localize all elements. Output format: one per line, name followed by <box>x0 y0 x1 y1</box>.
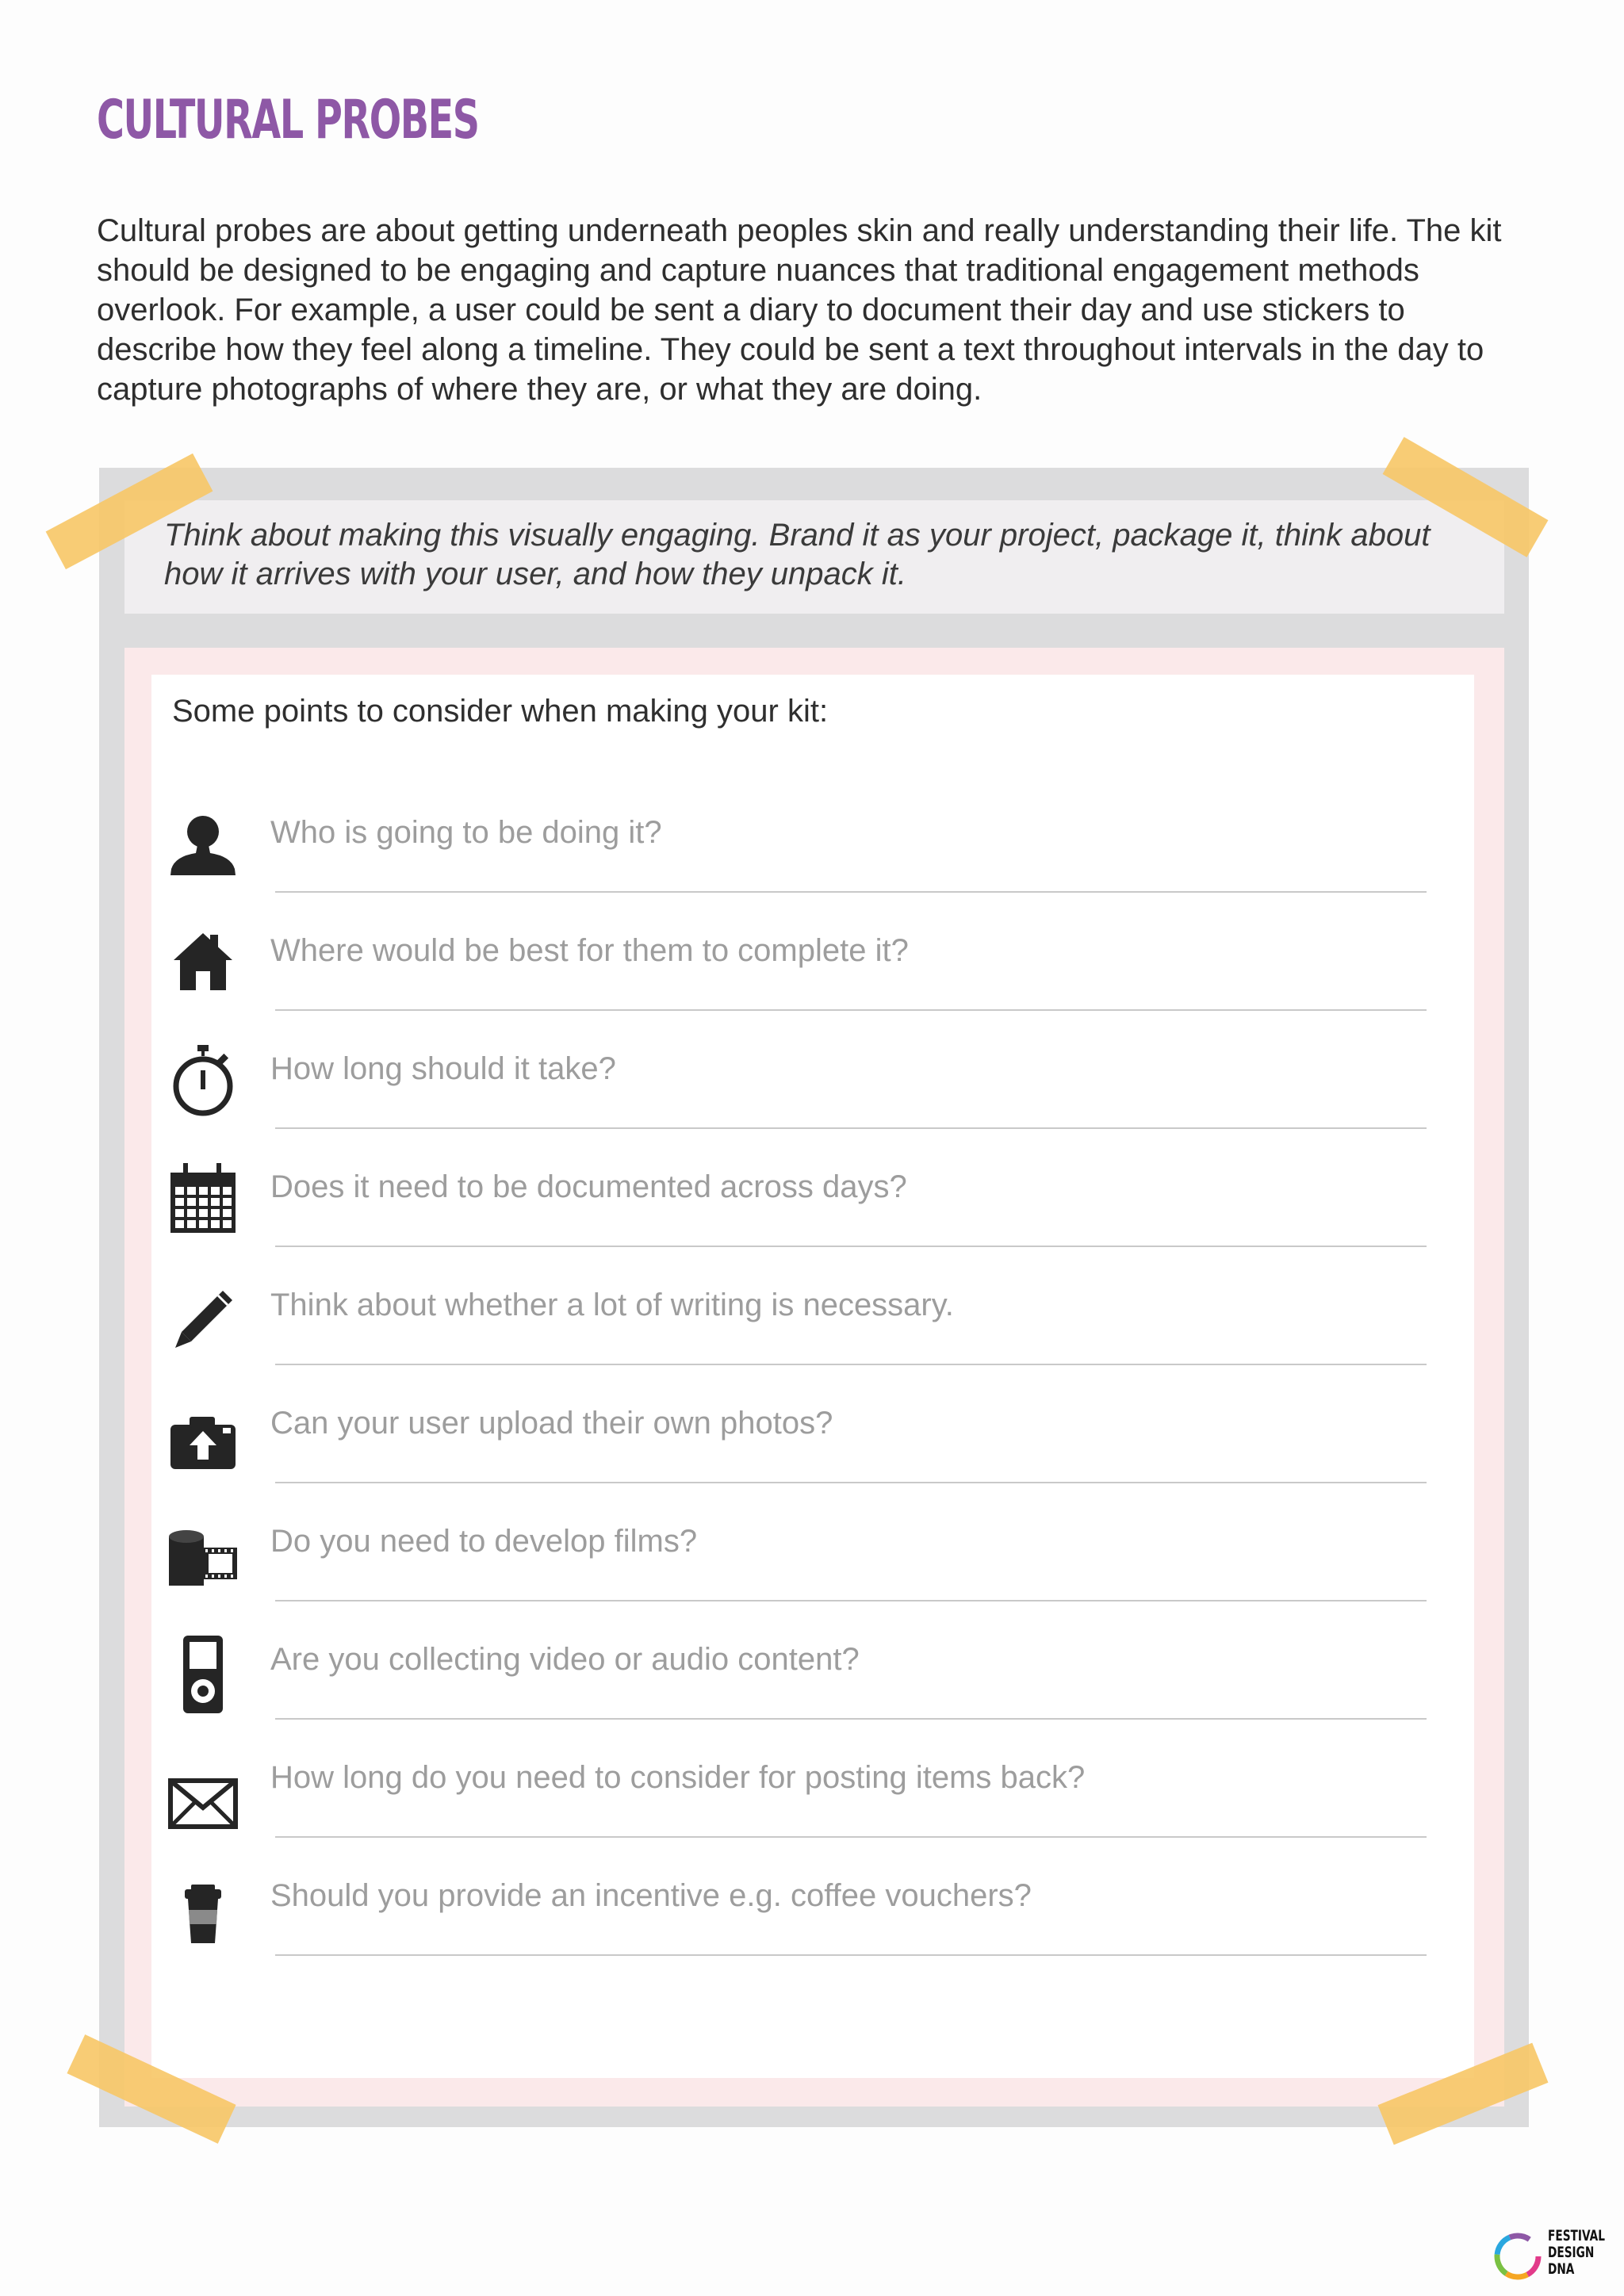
logo-text-line-3: DNA <box>1548 2260 1575 2278</box>
checklist-item-text: Are you collecting video or audio content? <box>270 1642 860 1677</box>
answer-line[interactable] <box>275 1600 1427 1601</box>
tip-note-line-1: Think about making this visually engaging. Brand it as your project, package it, think about <box>164 518 1431 553</box>
film-roll-icon <box>167 1513 239 1600</box>
logo-ring-icon <box>1491 2226 1546 2283</box>
checklist-heading: Some points to consider when making your kit: <box>172 694 829 729</box>
checklist-item-text: Who is going to be doing it? <box>270 815 662 850</box>
checklist-item <box>151 1395 1474 1513</box>
festival-design-dna-logo <box>1491 2226 1605 2283</box>
answer-line[interactable] <box>275 1246 1427 1247</box>
pencil-icon <box>167 1276 239 1364</box>
answer-line[interactable] <box>275 1482 1427 1483</box>
answer-line[interactable] <box>275 1718 1427 1720</box>
media-player-icon <box>167 1631 239 1718</box>
answer-line[interactable] <box>275 891 1427 893</box>
checklist-item <box>151 1158 1474 1276</box>
calendar-icon <box>167 1158 239 1246</box>
checklist-item <box>151 1867 1474 1985</box>
checklist-item-text: Do you need to develop films? <box>270 1524 698 1559</box>
checklist-item-text: How long should it take? <box>270 1051 616 1086</box>
answer-line[interactable] <box>275 1836 1427 1838</box>
checklist-item-text: Should you provide an incentive e.g. coffee vouchers? <box>270 1878 1032 1913</box>
checklist-item <box>151 1513 1474 1631</box>
camera-upload-icon <box>167 1395 239 1482</box>
checklist-item-text: How long do you need to consider for posting items back? <box>270 1760 1086 1795</box>
answer-line[interactable] <box>275 1009 1427 1011</box>
tip-note <box>124 500 1504 614</box>
checklist-item <box>151 1276 1474 1395</box>
page-title: CULTURAL PROBES <box>97 89 479 151</box>
checklist-item <box>151 804 1474 922</box>
logo-text <box>1548 2228 1605 2278</box>
answer-line[interactable] <box>275 1127 1427 1129</box>
person-icon <box>167 804 239 891</box>
checklist-card <box>151 675 1474 2078</box>
checklist-item-text: Think about whether a lot of writing is necessary. <box>270 1288 954 1322</box>
checklist-item <box>151 922 1474 1040</box>
logo-text-line-1: FESTIVAL <box>1548 2227 1605 2244</box>
checklist-item-text: Does it need to be documented across days? <box>270 1169 907 1204</box>
tip-note-line-2: how it arrives with your user, and how they unpack it. <box>164 557 907 591</box>
logo-text-line-2: DESIGN <box>1548 2244 1595 2261</box>
answer-line[interactable] <box>275 1954 1427 1956</box>
checklist-item <box>151 1749 1474 1867</box>
envelope-icon <box>167 1749 239 1836</box>
checklist-item <box>151 1040 1474 1158</box>
checklist-item-text: Where would be best for them to complete it? <box>270 933 909 968</box>
coffee-cup-icon <box>167 1867 239 1954</box>
intro-paragraph: Cultural probes are about getting underneath peoples skin and really understanding their life. The kit should be designed to be engaging and capture nuances that traditional engagement methods overlook. For example, a user could be sent a diary to document their day and use stickers to describe how they feel along a timeline. They could be sent a text throughout intervals in the day to capture photographs of where they are, or what they are doing. <box>97 213 1502 407</box>
stopwatch-icon <box>167 1040 239 1127</box>
checklist-item-text: Can your user upload their own photos? <box>270 1406 833 1441</box>
answer-line[interactable] <box>275 1364 1427 1365</box>
checklist-item <box>151 1631 1474 1749</box>
house-icon <box>167 922 239 1009</box>
